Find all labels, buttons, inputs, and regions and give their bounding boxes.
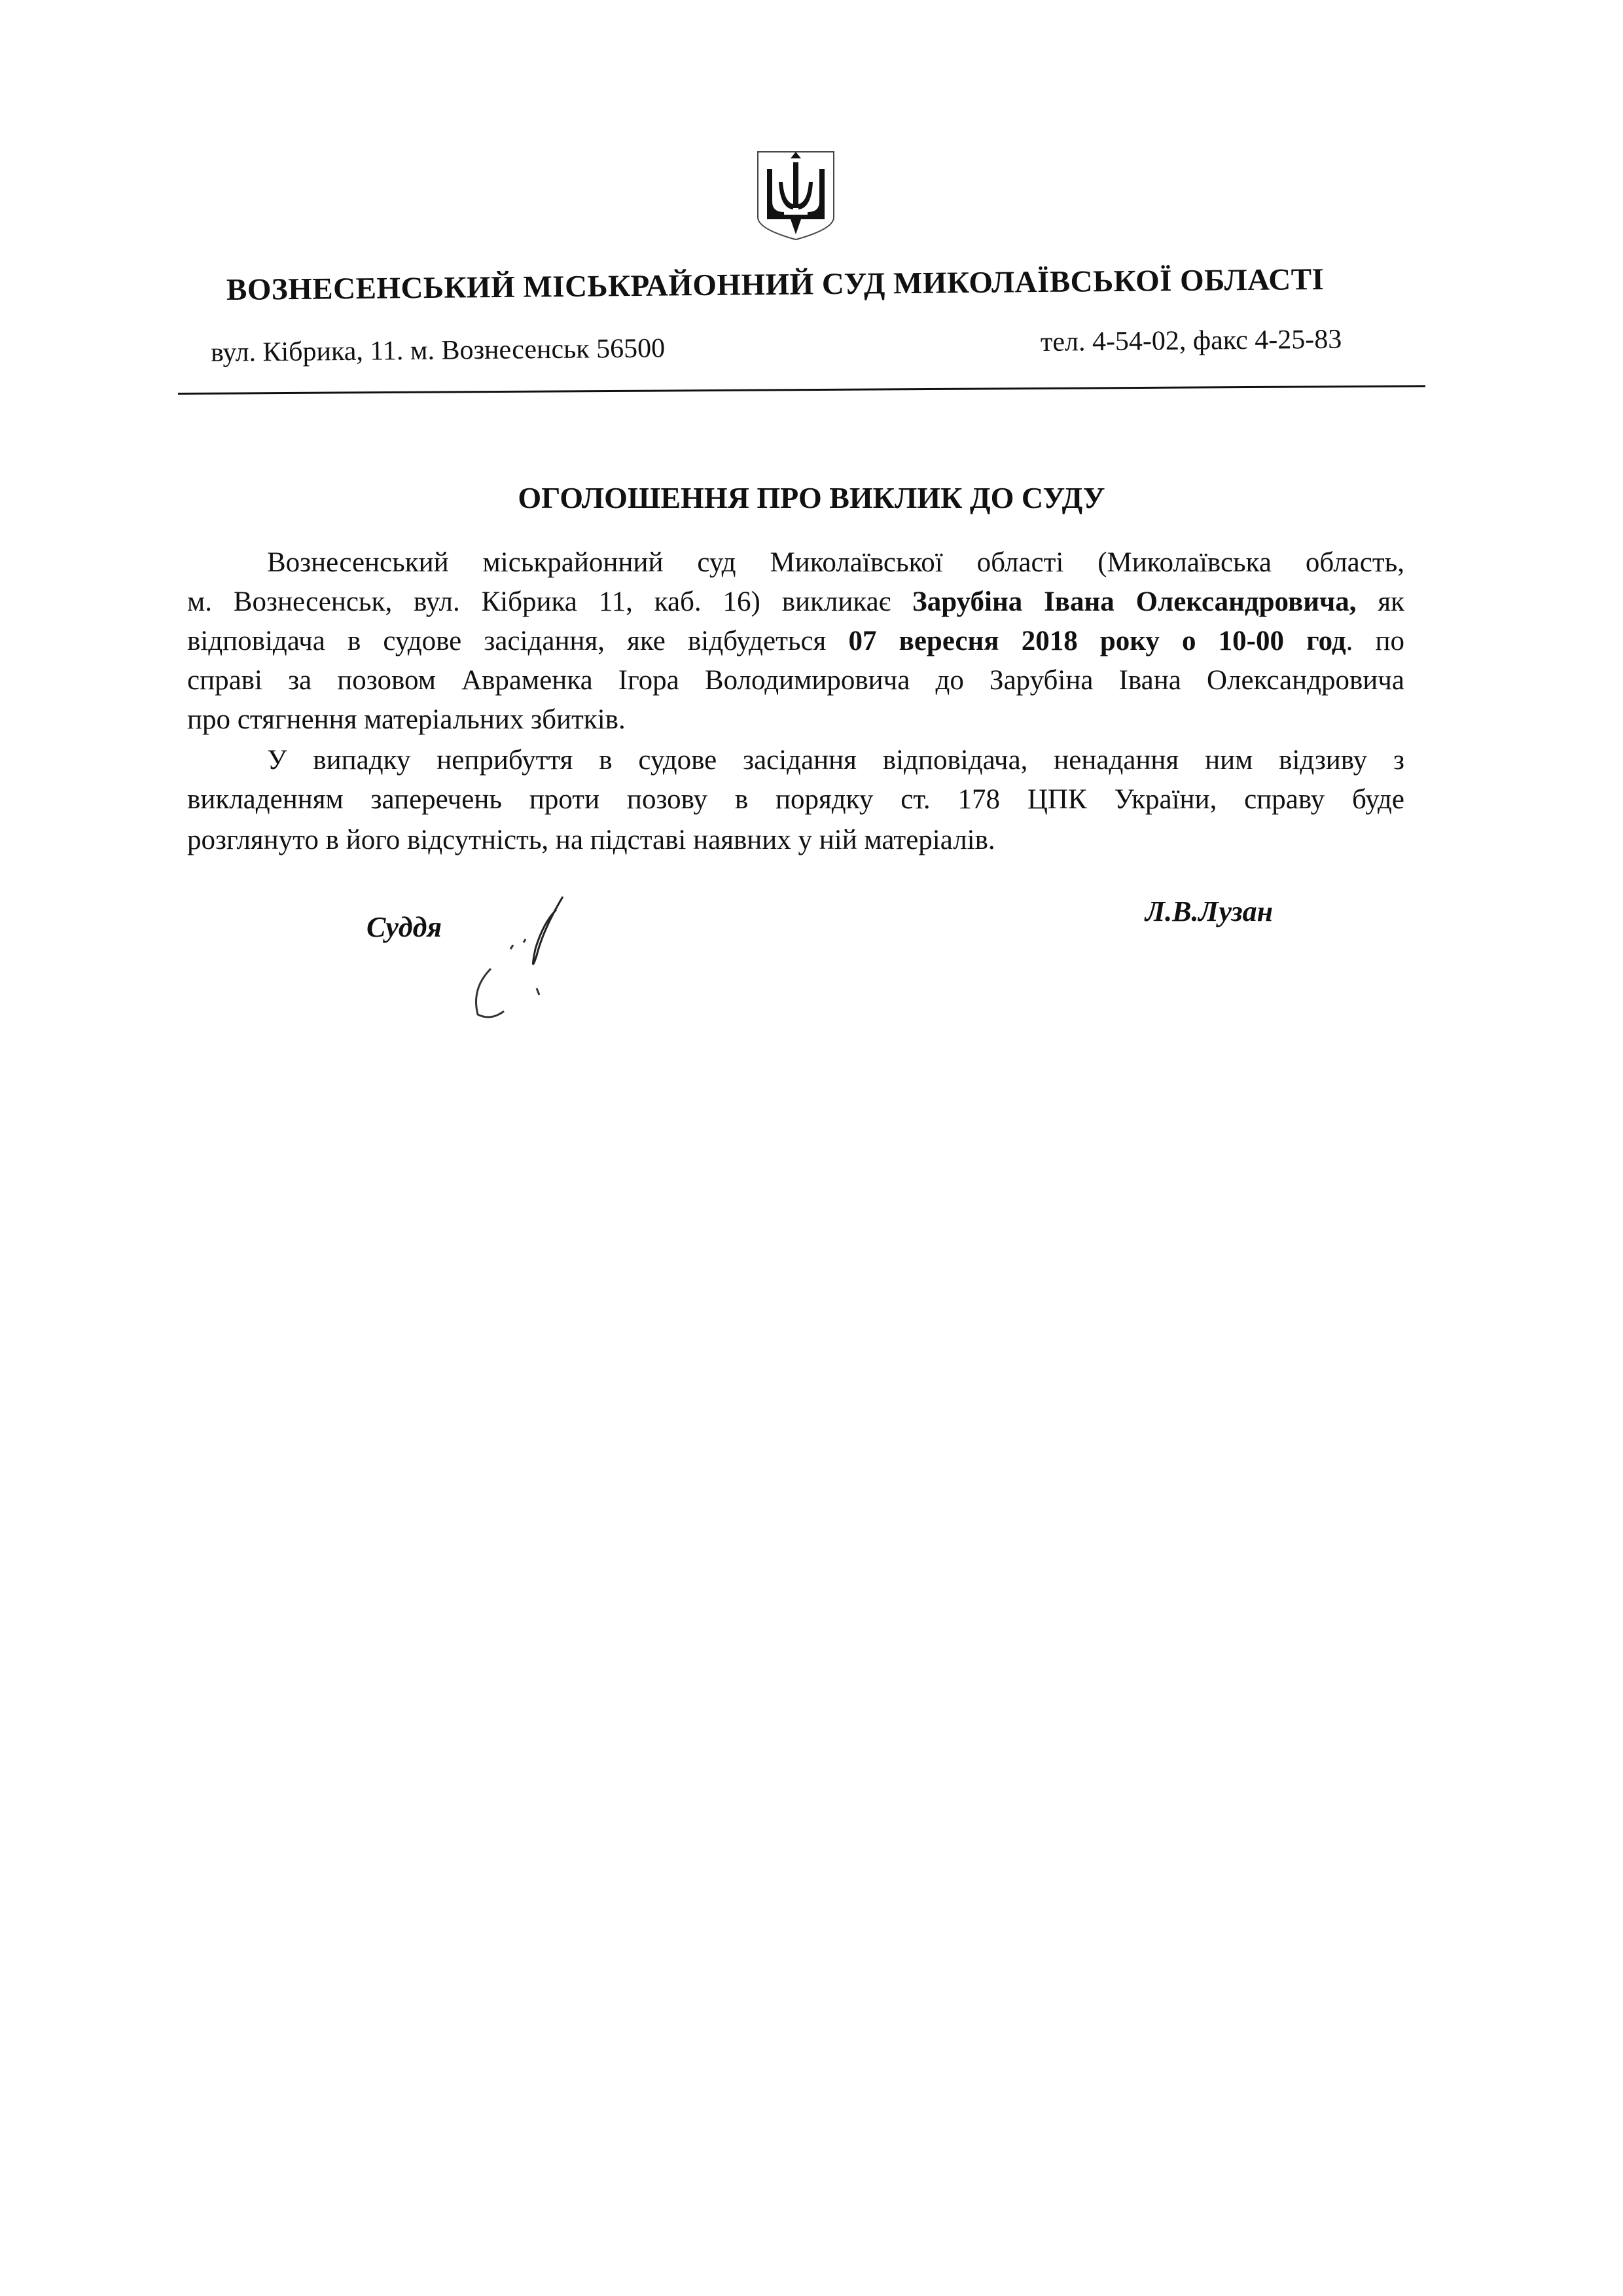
body-line (187, 625, 1404, 657)
judge-name: Л.В.Лузан (1145, 895, 1274, 927)
body-line: Вознесенський міськрайонний суд Миколаївської області (Миколаївська область, (267, 547, 1404, 578)
handwritten-signature (458, 890, 576, 1047)
body-line: справі за позовом Авраменка Ігора Володимировича до Зарубіна Івана Олександровича (187, 665, 1404, 696)
body-line: розглянуто в його відсутність, на підставі наявних у ній матеріалів. (187, 825, 995, 855)
hearing-date: 07 вересня 2018 року о 10-00 год (848, 626, 1346, 656)
body-line: викладенням заперечень проти позову в порядку ст. 178 ЦПК України, справу буде (187, 784, 1404, 815)
text: . по (1346, 626, 1405, 656)
body-line: У випадку неприбуття в судове засідання відповідача, ненадання ним відзиву з (267, 745, 1404, 776)
body-line (187, 586, 1404, 618)
court-name: ВОЗНЕСЕНСЬКИЙ МІСЬКРАЙОННИЙ СУД МИКОЛАЇВСЬКОЇ ОБЛАСТІ (226, 262, 1325, 307)
header-divider (178, 385, 1425, 395)
body-line: про стягнення матеріальних збитків. (187, 704, 626, 735)
text: м. Вознесенськ, вул. Кібрика 11, каб. 16) викликає (187, 586, 913, 617)
signature-role: Суддя (366, 911, 442, 943)
coat-of-arms-trident-icon (754, 149, 838, 241)
text: відповідача в судове засідання, яке відбудеться (187, 626, 849, 656)
court-address: вул. Кібрика, 11. м. Вознесенськ 56500 (210, 333, 666, 368)
court-phone-fax: тел. 4-54-02, факс 4-25-83 (1040, 324, 1342, 357)
text: як (1356, 586, 1405, 617)
defendant-name: Зарубіна Івана Олександровича, (912, 586, 1357, 617)
document-title: ОГОЛОШЕННЯ ПРО ВИКЛИК ДО СУДУ (518, 481, 1105, 514)
